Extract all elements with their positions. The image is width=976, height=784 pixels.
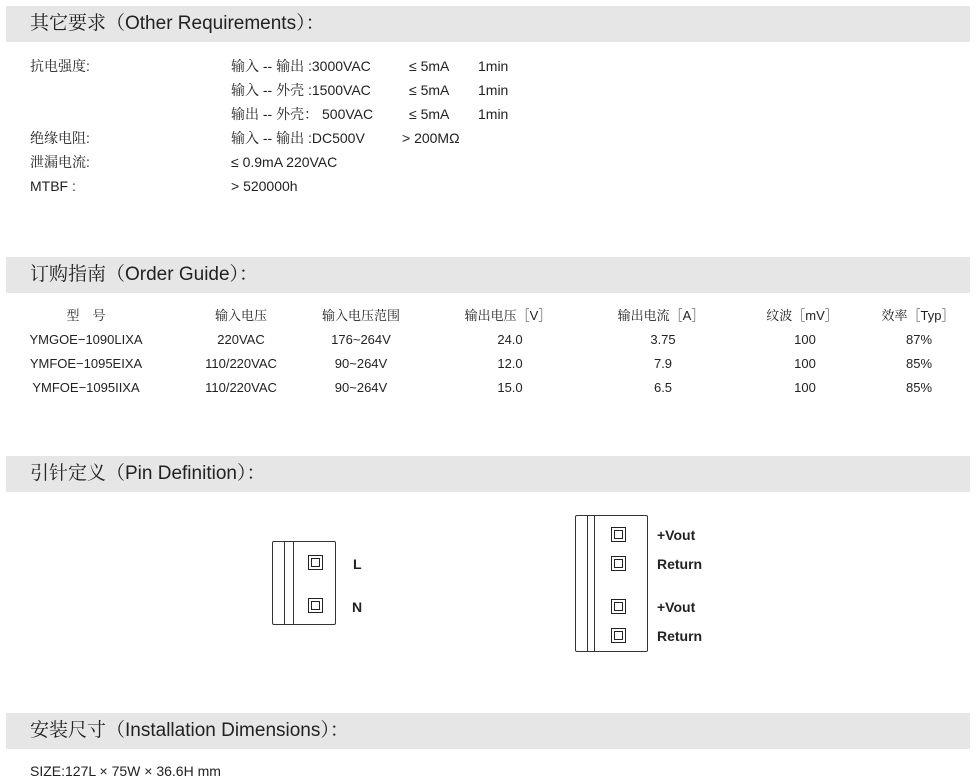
pin-label-vout: +Vout — [657, 527, 696, 543]
pin-terminal-icon — [611, 599, 626, 614]
isolation-desc: 输入 -- 外壳 :1500VAC — [231, 82, 371, 98]
connector-divider — [293, 542, 294, 624]
output-current-cell: 3.75 — [650, 332, 676, 347]
model-cell: YMFOE−1095IIXA — [32, 380, 140, 395]
pin-terminal-icon — [308, 555, 323, 570]
mtbf-value: > 520000h — [231, 178, 298, 194]
insulation-desc: 输入 -- 输出 :DC500V — [231, 130, 365, 146]
isolation-time: 1min — [478, 58, 509, 74]
section-header-order-guide: 订购指南（Order Guide）： — [6, 257, 970, 293]
efficiency-cell: 87% — [905, 332, 933, 347]
ripple-cell: 100 — [794, 356, 816, 371]
input-range-cell: 176~264V — [331, 332, 391, 347]
pin-label-return: Return — [657, 628, 703, 644]
input-range-cell: 90~264V — [334, 356, 388, 371]
column-header: 输入电压范围 — [321, 308, 401, 323]
connector-divider — [594, 516, 595, 651]
model-cell: YMFOE−1095EIXA — [29, 356, 143, 371]
column-header: 型 号 — [66, 308, 106, 323]
isolation-desc: 输出 -- 外壳： 500VAC — [231, 106, 374, 122]
pin-label-vout: +Vout — [657, 599, 696, 615]
connector-divider — [284, 542, 285, 624]
isolation-current: ≤ 5mA — [409, 82, 450, 98]
model-cell: YMGOE−1090LIXA — [29, 332, 143, 347]
input-voltage-cell: 110/220VAC — [205, 356, 277, 371]
isolation-desc: 输入 -- 输出 :3000VAC — [231, 58, 371, 74]
isolation-label: 抗电强度: — [30, 58, 90, 74]
input-voltage-cell: 220VAC — [217, 332, 265, 347]
output-current-cell: 7.9 — [653, 356, 673, 371]
input-range-cell: 90~264V — [334, 380, 388, 395]
section-header-installation-dimensions: 安装尺寸（Installation Dimensions）： — [6, 713, 970, 749]
column-header: 输入电压 — [214, 308, 268, 323]
pin-label-n: N — [352, 599, 363, 615]
isolation-time: 1min — [478, 82, 509, 98]
column-header: 输出电压［V］ — [464, 308, 552, 323]
isolation-time: 1min — [478, 106, 509, 122]
mtbf-label: MTBF : — [30, 178, 76, 194]
output-voltage-cell: 24.0 — [497, 332, 523, 347]
efficiency-cell: 85% — [905, 380, 933, 395]
leakage-value: ≤ 0.9mA 220VAC — [231, 154, 338, 170]
output-current-cell: 6.5 — [653, 380, 673, 395]
pin-label-return: Return — [657, 556, 703, 572]
output-connector — [575, 515, 648, 652]
ripple-cell: 100 — [794, 380, 816, 395]
leakage-label: 泄漏电流: — [30, 154, 90, 170]
isolation-current: ≤ 5mA — [409, 58, 450, 74]
column-header: 输出电流［A］ — [617, 308, 705, 323]
section-header-pin-definition: 引针定义（Pin Definition）： — [6, 456, 970, 492]
input-voltage-cell: 110/220VAC — [205, 380, 277, 395]
ripple-cell: 100 — [794, 332, 816, 347]
pin-terminal-icon — [611, 556, 626, 571]
output-voltage-cell: 12.0 — [497, 356, 523, 371]
input-connector — [272, 541, 336, 625]
pin-terminal-icon — [611, 628, 626, 643]
insulation-label: 绝缘电阻: — [30, 130, 90, 146]
efficiency-cell: 85% — [905, 356, 933, 371]
pin-label-l: L — [353, 556, 362, 572]
column-header: 纹波［mV］ — [766, 308, 838, 323]
insulation-value: > 200MΩ — [402, 130, 460, 146]
connector-divider — [587, 516, 588, 651]
isolation-current: ≤ 5mA — [409, 106, 450, 122]
size-text: SIZE:127L × 75W × 36.6H mm — [30, 763, 221, 779]
pin-terminal-icon — [308, 598, 323, 613]
column-header: 效率［Typ］ — [881, 308, 955, 323]
section-header-other-requirements: 其它要求（Other Requirements）： — [6, 6, 970, 42]
pin-terminal-icon — [611, 527, 626, 542]
output-voltage-cell: 15.0 — [497, 380, 523, 395]
